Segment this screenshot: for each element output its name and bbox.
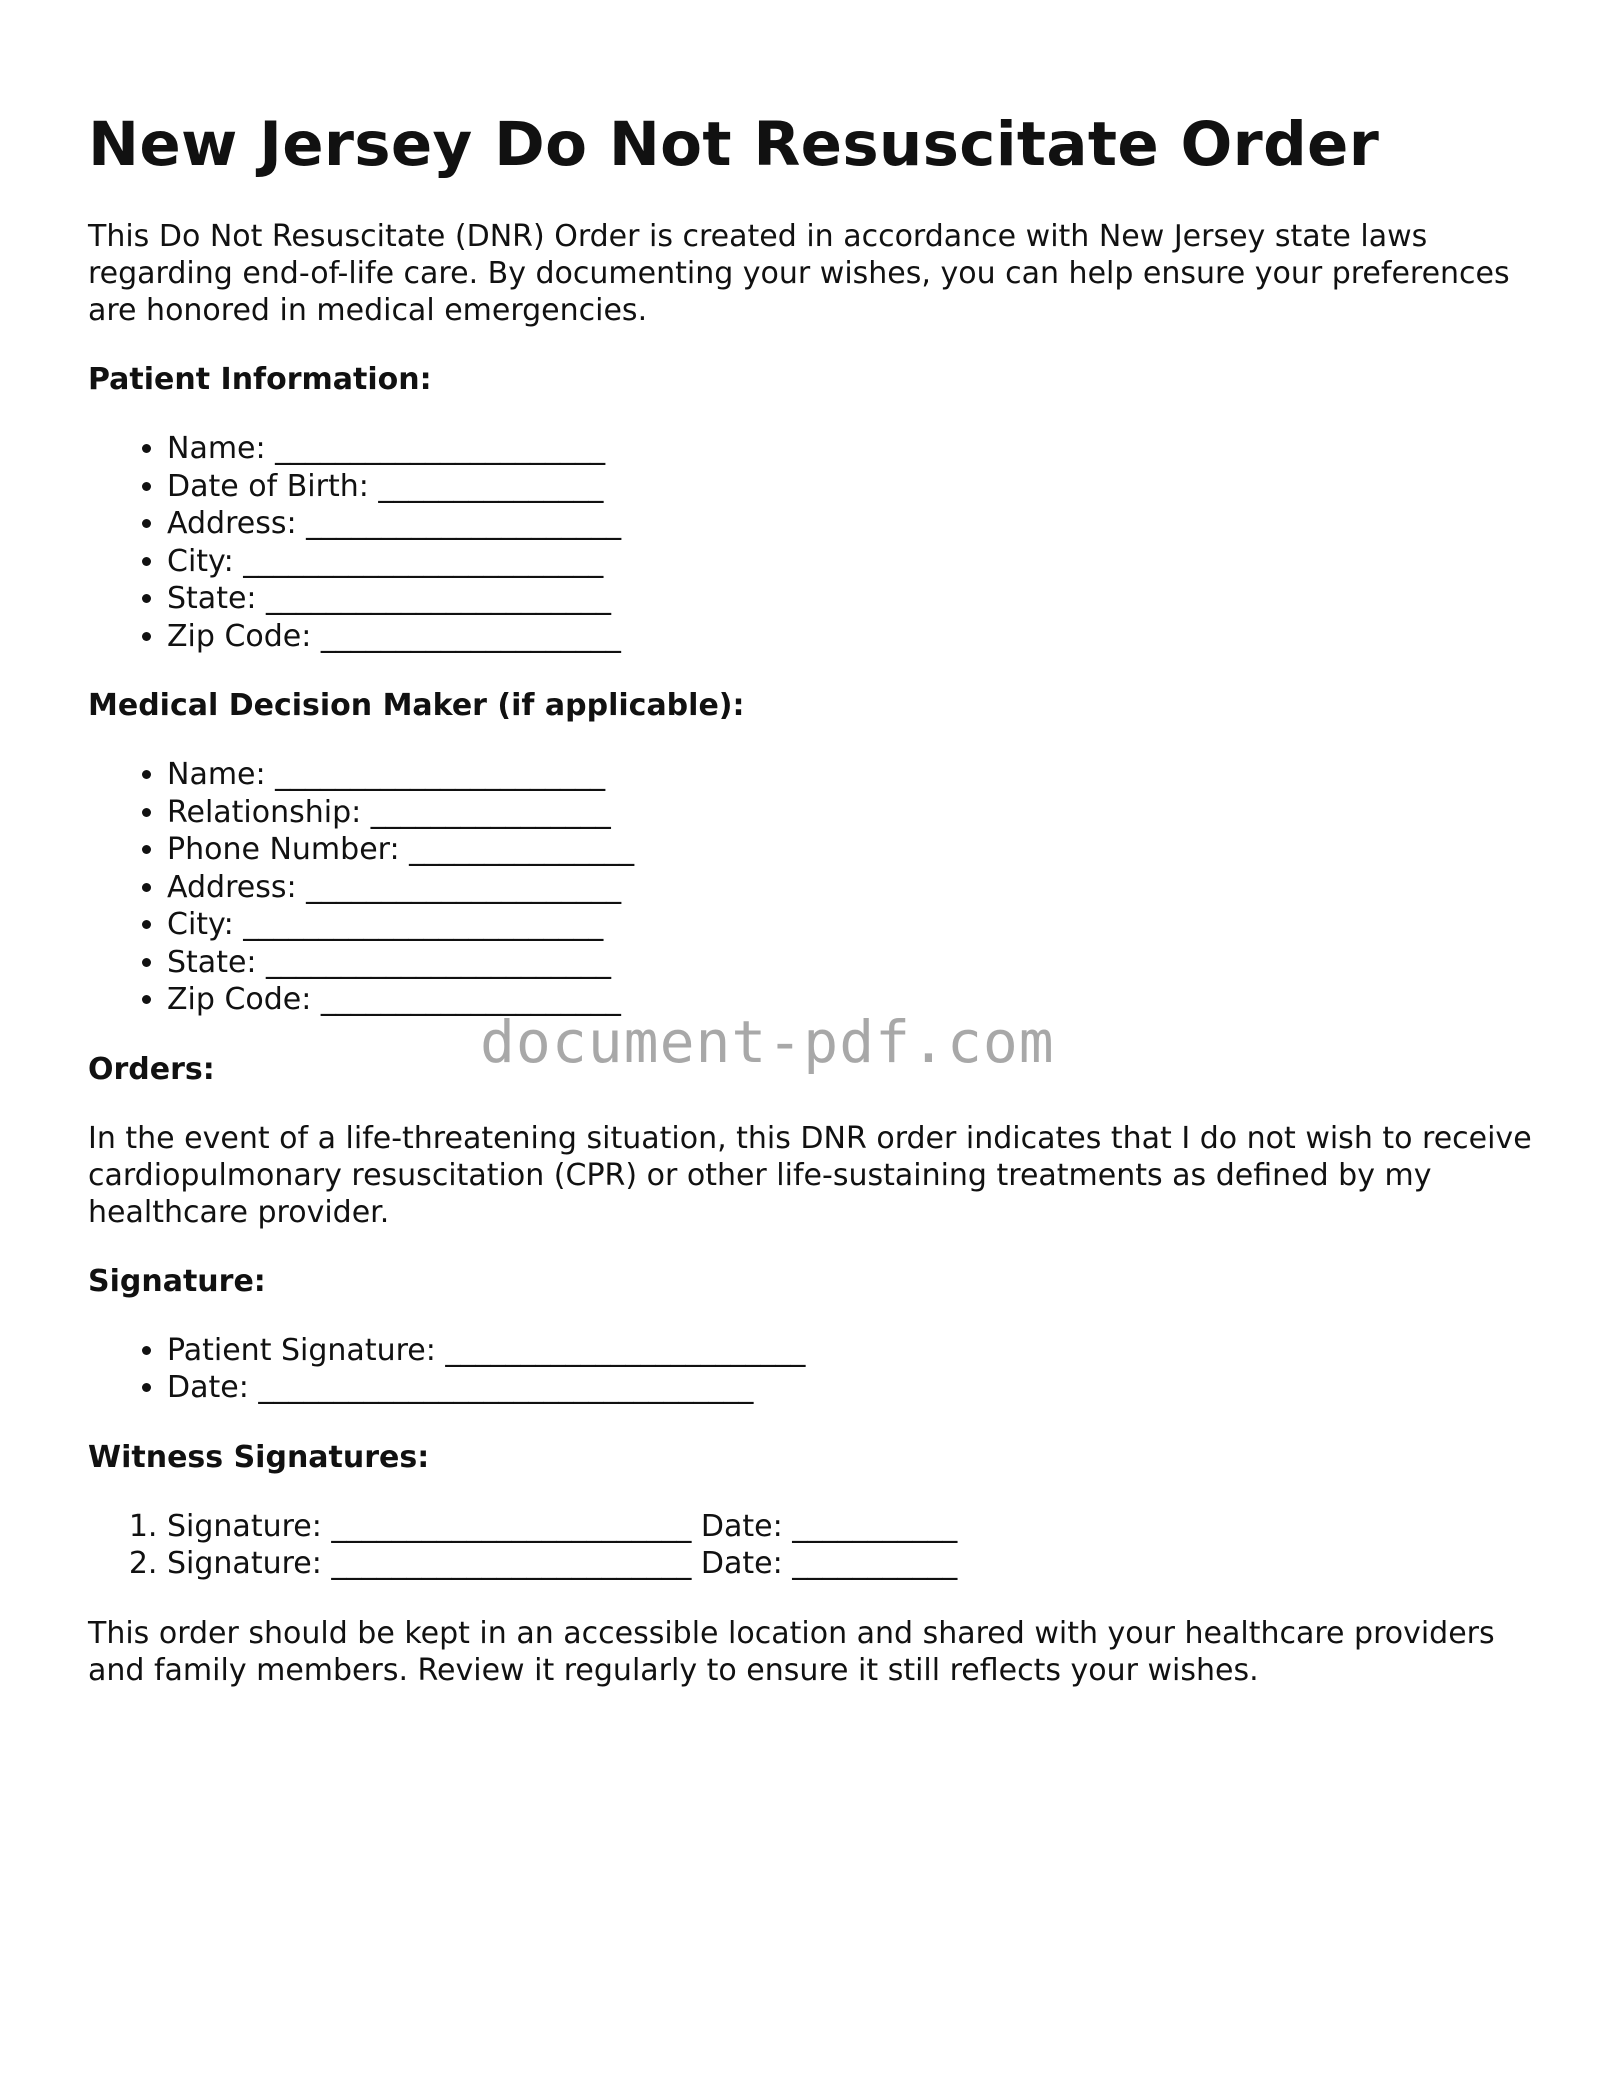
dm-phone-field[interactable]: • Phone Number: _______________ (167, 831, 1548, 869)
patient-dob-field[interactable]: • Date of Birth: _______________ (167, 468, 1548, 506)
dm-address-field[interactable]: • Address: _____________________ (167, 869, 1548, 907)
intro-paragraph: This Do Not Resuscitate (DNR) Order is created in accordance with New Jersey state laws regarding end-of-life care. By documenting your wishes, you can help ensure your preferences are honored in medical emergencies. (88, 219, 1510, 329)
dm-zip-field[interactable]: • Zip Code: ____________________ (167, 981, 1548, 1019)
watermark-text: document-pdf.com (480, 1008, 1055, 1076)
orders-heading: Orders: (88, 1051, 215, 1087)
signature-date-field[interactable]: • Date: _________________________________ (167, 1369, 1548, 1407)
decision-maker-list (88, 756, 1548, 1019)
patient-name-field[interactable]: • Name: ______________________ (167, 430, 1548, 468)
decision-maker-heading: Medical Decision Maker (if applicable): (88, 688, 745, 724)
witness-list (88, 1508, 1548, 1583)
closing-paragraph: This order should be kept in an accessible location and shared with your healthcare providers and family members. Review it regularly to ensure it still reflects your wishes. (88, 1615, 1495, 1688)
patient-city-field[interactable]: • City: ________________________ (167, 543, 1548, 581)
page-title: New Jersey Do Not Resuscitate Order (88, 109, 1380, 180)
witness-1-field[interactable]: 1. Signature: ________________________ Date: ___________ (167, 1508, 1548, 1546)
dm-city-field[interactable]: • City: ________________________ (167, 906, 1548, 944)
dm-relationship-field[interactable]: • Relationship: ________________ (167, 794, 1548, 832)
patient-info-list (88, 430, 1548, 655)
patient-zip-field[interactable]: • Zip Code: ____________________ (167, 618, 1548, 656)
witness-heading: Witness Signatures: (88, 1439, 430, 1475)
document-page (88, 0, 1548, 1689)
patient-signature-field[interactable]: • Patient Signature: ________________________ (167, 1332, 1548, 1370)
orders-paragraph: In the event of a life-threatening situation, this DNR order indicates that I do not wish to receive cardiopulmonary resuscitation (CPR) or other life-sustaining treatments as defined by my healthcare provider. (88, 1120, 1532, 1230)
dm-name-field[interactable]: • Name: ______________________ (167, 756, 1548, 794)
patient-address-field[interactable]: • Address: _____________________ (167, 505, 1548, 543)
witness-2-field[interactable]: 2. Signature: ________________________ Date: ___________ (167, 1545, 1548, 1583)
signature-list (88, 1332, 1548, 1407)
patient-info-heading: Patient Information: (88, 362, 432, 398)
patient-state-field[interactable]: • State: _______________________ (167, 580, 1548, 618)
signature-heading: Signature: (88, 1263, 266, 1299)
dm-state-field[interactable]: • State: _______________________ (167, 944, 1548, 982)
